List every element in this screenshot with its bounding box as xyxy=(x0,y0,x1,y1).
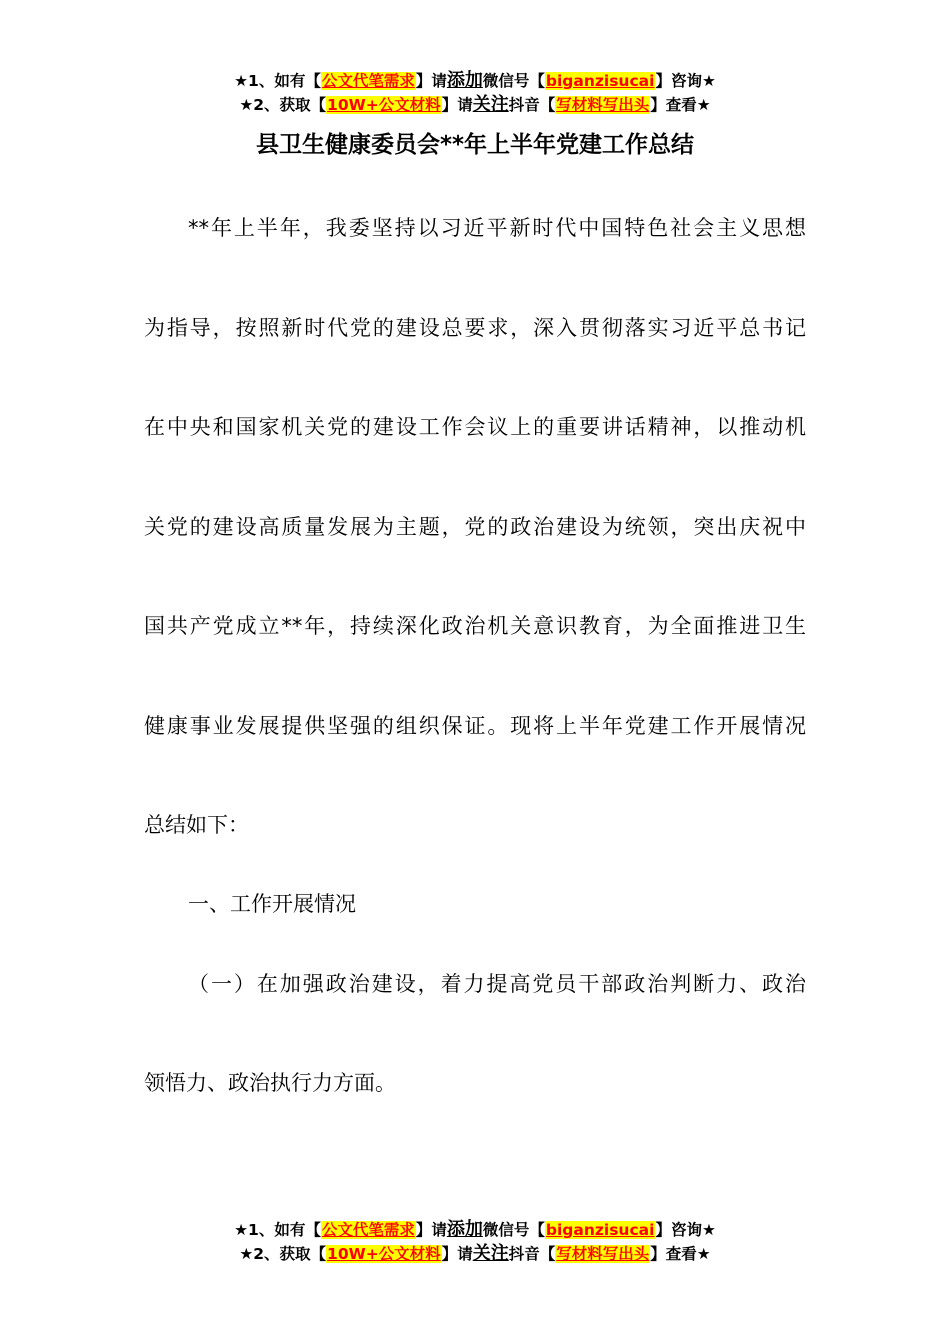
body-line: 健康事业发展提供坚强的组织保证。现将上半年党建工作开展情况 xyxy=(144,714,806,738)
promo-line-2: ★2、获取【10W+公文材料】请关注抖音【写材料写出头】查看★ xyxy=(239,1243,711,1264)
document-title: 县卫生健康委员会**年上半年党建工作总结 xyxy=(255,132,695,158)
douyin-id-highlight: 写材料写出头 xyxy=(556,1245,650,1263)
service-highlight: 公文代笔需求 xyxy=(321,72,415,90)
body-line: **年上半年，我委坚持以习近平新时代中国特色社会主义思想 xyxy=(188,216,806,240)
promo-line-1: ★1、如有【公文代笔需求】请添加微信号【biganzisucai】咨询★ xyxy=(234,1219,716,1240)
materials-highlight: 10W+公文材料 xyxy=(327,1245,441,1263)
body-line: 为指导，按照新时代党的建设总要求，深入贯彻落实习近平总书记 xyxy=(144,316,806,340)
promo-line-2: ★2、获取【10W+公文材料】请关注抖音【写材料写出头】查看★ xyxy=(239,94,711,115)
body-line: 国共产党成立**年，持续深化政治机关意识教育，为全面推进卫生 xyxy=(144,614,806,638)
promo-banner-bottom xyxy=(0,1218,950,1266)
section-heading: 一、工作开展情况 xyxy=(188,892,356,916)
promo-banner-top xyxy=(0,69,950,117)
service-highlight: 公文代笔需求 xyxy=(321,1221,415,1239)
wechat-id-highlight: biganzisucai xyxy=(545,1221,655,1239)
body-line: 关党的建设高质量发展为主题，党的政治建设为统领，突出庆祝中 xyxy=(144,515,806,539)
body-line: 总结如下： xyxy=(144,813,249,837)
body-line: 领悟力、政治执行力方面。 xyxy=(144,1071,396,1095)
subsection-heading: （一）在加强政治建设，着力提高党员干部政治判断力、政治 xyxy=(188,972,806,996)
body-line: 在中央和国家机关党的建设工作会议上的重要讲话精神，以推动机 xyxy=(144,415,806,439)
wechat-id-highlight: biganzisucai xyxy=(545,72,655,90)
promo-line-1: ★1、如有【公文代笔需求】请添加微信号【biganzisucai】咨询★ xyxy=(234,70,716,91)
materials-highlight: 10W+公文材料 xyxy=(327,96,441,114)
douyin-id-highlight: 写材料写出头 xyxy=(556,96,650,114)
